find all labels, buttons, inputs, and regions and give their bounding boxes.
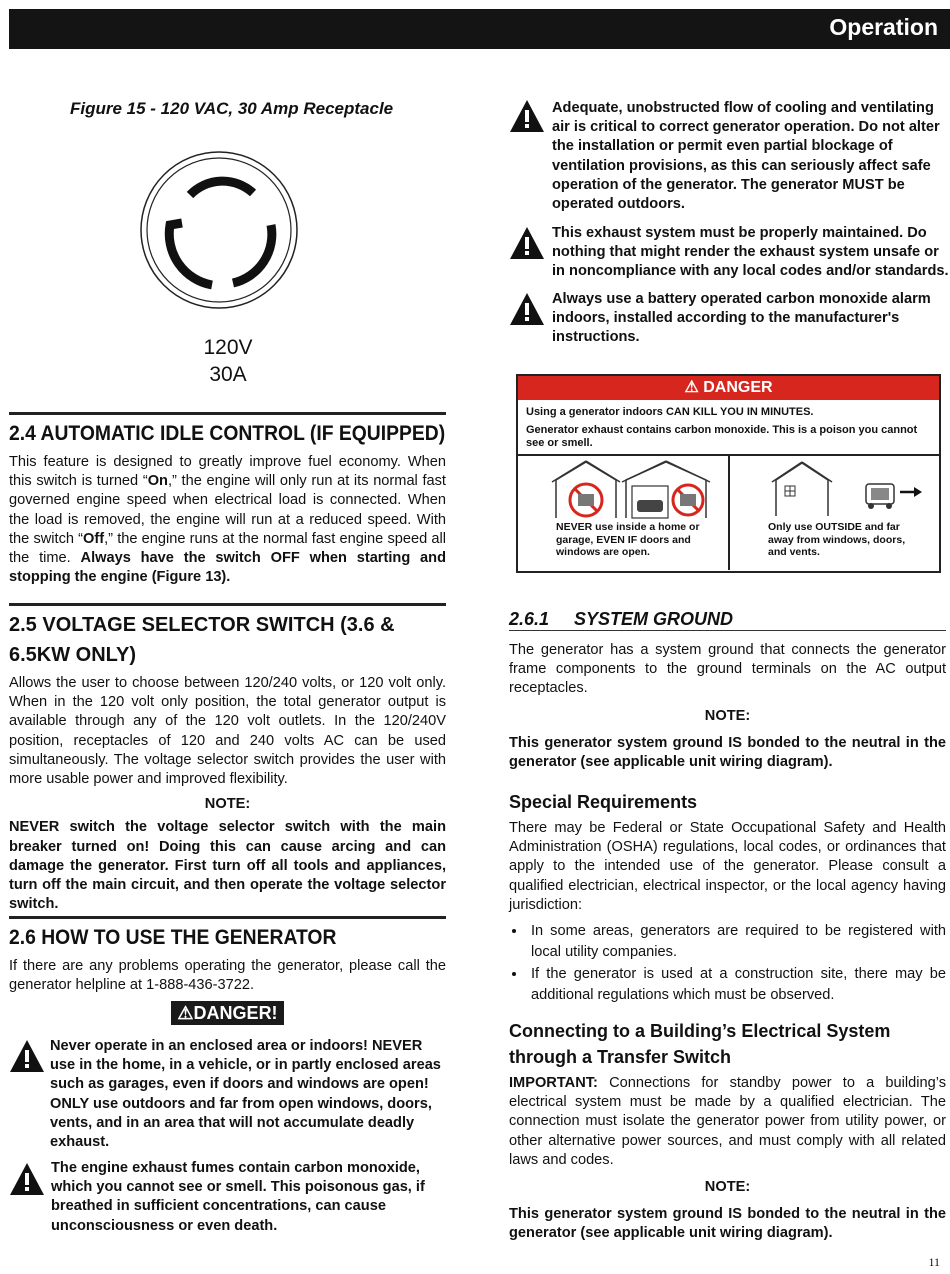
warning-text: Never operate in an enclosed area or indoors! NEVER use in the home, in a vehicle, or in partly enclosed areas such as garages, even if doors and windows are open! ONLY use outdoors and far from open windows, doors, vents, and in an area that will not accumulate deadly exhaust. bbox=[50, 1038, 441, 1151]
list-item: • In some areas, generators are required to be registered with local utility companies. bbox=[527, 921, 946, 962]
danger-label-text bbox=[518, 400, 939, 456]
section-body bbox=[9, 453, 446, 587]
body-text: ,” the engine will only run at its normal fast governed engine speed when electrical load is connected. When the load is removed, the engine will run at a reduced speed. With the switch “ bbox=[9, 473, 446, 547]
emphasis-on: On bbox=[147, 473, 168, 490]
body-text: Connections for standby power to a building’s electrical system must be made by a qualified electrician. The connection must isolate the generator power from utility power, or other alternative power sources, and must comply with all related laws and codes. bbox=[509, 1075, 946, 1168]
section-heading: 2.4 AUTOMATIC IDLE CONTROL (IF EQUIPPED) bbox=[9, 422, 446, 445]
house-garage-prohibited-icon bbox=[518, 458, 723, 520]
warning-exhaust-system bbox=[509, 224, 950, 282]
note-label: NOTE: bbox=[704, 707, 751, 724]
subsection-rule bbox=[509, 630, 946, 631]
warning-ventilation bbox=[509, 99, 946, 214]
receptacle-diagram bbox=[140, 145, 300, 335]
section-rule bbox=[9, 412, 446, 415]
warning-text: Adequate, unobstructed flow of cooling and ventilating air is critical to correct generator operation. Do not alter the installation or permit even partial blockage of ventilation provisions, as this can seriously affect safe operation of the generator. The generator MUST be operated outdoors. bbox=[552, 100, 940, 213]
emphasis-off: Off bbox=[83, 530, 105, 547]
figure-caption: Figure 15 - 120 VAC, 30 Amp Receptacle bbox=[70, 99, 394, 118]
receptacle-amperage: 30A bbox=[209, 363, 247, 386]
subsection-heading: 2.6.1 SYSTEM GROUND bbox=[509, 609, 734, 629]
section-rule bbox=[9, 603, 446, 606]
warning-carbon-monoxide bbox=[9, 1159, 429, 1236]
body-emphasis: Always have the switch OFF when starting and stopping the engine (Figure 13). bbox=[9, 550, 446, 586]
warning-co-alarm bbox=[509, 290, 939, 348]
section-2-5 bbox=[9, 603, 446, 914]
section-title: Operation bbox=[829, 14, 938, 40]
danger-label-header: ⚠ DANGER bbox=[518, 376, 939, 400]
section-body: If there are any problems operating the generator, please call the generator helpline at 1-888-436-3722. bbox=[9, 958, 446, 994]
subsection-heading: Special Requirements bbox=[509, 792, 698, 812]
warning-triangle-icon bbox=[509, 292, 545, 326]
section-2-6 bbox=[9, 916, 446, 1025]
section-body: There may be Federal or State Occupational Safety and Health Administration (OSHA) regulations, local codes, or ordinances that apply to the intended use of the generator. Please consult a qualified electrician, electrical inspector, or the local agency having jurisdiction: bbox=[509, 820, 946, 913]
section-2-6-1 bbox=[509, 609, 946, 772]
note-label: NOTE: bbox=[704, 1179, 751, 1196]
requirements-list bbox=[509, 921, 946, 1005]
section-body bbox=[509, 1074, 946, 1170]
house-generator-outside-icon bbox=[730, 458, 935, 520]
receptacle-voltage: 120V bbox=[203, 336, 253, 359]
body-text: ,” the engine runs at the normal fast engine speed all the time. bbox=[9, 530, 446, 567]
danger-panel-outside bbox=[730, 456, 939, 570]
section-transfer-switch bbox=[509, 1018, 946, 1244]
note-text: NEVER switch the voltage selector switch with the main breaker turned on! Doing this can cause arcing and can damage the generator. First turn off all tools and appliances, turn off the main circuit, and then operate the voltage selector switch. bbox=[9, 819, 446, 913]
page-number: 11 bbox=[928, 1255, 940, 1269]
list-item: • If the generator is used at a construction site, there may be additional regulations which must be observed. bbox=[527, 964, 946, 1005]
danger-badge-wrap bbox=[9, 1001, 446, 1025]
section-heading: 2.5 VOLTAGE SELECTOR SWITCH (3.6 & 6.5KW ONLY) bbox=[9, 614, 395, 666]
section-body: Allows the user to choose between 120/240 volts, or 120 volt only. When in the 120 volt only position, the total generator output is available through any of the 120 volt outlets. In the 120/240V position, receptacles of 120 and 240 volts AC can be used simultaneously. The voltage selector switch provides the user with more usable power and improved flexibility. bbox=[9, 675, 446, 788]
danger-badge: ⚠DANGER! bbox=[171, 1001, 283, 1025]
warning-text: The engine exhaust fumes contain carbon monoxide, which you cannot see or smell. This poisonous gas, if breathed in sufficient concentrations, can cause unconsciousness or even death. bbox=[51, 1160, 425, 1234]
danger-caption-outside: Only use OUTSIDE and far away from windows, doors, and vents. bbox=[768, 521, 906, 558]
danger-line: Generator exhaust contains carbon monoxide. This is a poison you cannot see or smell. bbox=[526, 424, 918, 449]
section-2-4 bbox=[9, 412, 446, 587]
warning-triangle-icon bbox=[509, 99, 545, 133]
danger-label bbox=[516, 374, 941, 573]
section-special-requirements bbox=[509, 789, 946, 1007]
danger-panel-never bbox=[518, 456, 730, 570]
header-bar bbox=[9, 9, 950, 49]
warning-triangle-icon bbox=[9, 1162, 45, 1196]
danger-line: Using a generator indoors CAN KILL YOU IN MINUTES. bbox=[526, 406, 814, 418]
section-heading: 2.6 HOW TO USE THE GENERATOR bbox=[9, 926, 337, 949]
section-rule bbox=[9, 916, 446, 919]
note-text: This generator system ground IS bonded to the neutral in the generator (see applicable unit wiring diagram). bbox=[509, 1206, 946, 1242]
note-label: NOTE: bbox=[204, 796, 251, 813]
section-body: The generator has a system ground that connects the generator frame components to the ground terminals on the AC output receptacles. bbox=[509, 642, 946, 697]
warning-triangle-icon bbox=[9, 1039, 45, 1073]
danger-label-panels bbox=[518, 456, 939, 570]
warning-text: This exhaust system must be properly maintained. Do nothing that might render the exhaust system unsafe or in noncompliance with any local codes and/or standards. bbox=[552, 225, 949, 280]
danger-caption-never: NEVER use inside a home or garage, EVEN IF doors and windows are open. bbox=[556, 521, 700, 558]
warning-text: Always use a battery operated carbon monoxide alarm indoors, installed according to the manufacturer's instructions. bbox=[552, 291, 931, 346]
warning-enclosed-area bbox=[9, 1037, 446, 1152]
warning-triangle-icon bbox=[509, 226, 545, 260]
body-text: This feature is designed to greatly improve fuel economy. When this switch is turned “ bbox=[9, 454, 446, 490]
note-text: This generator system ground IS bonded to the neutral in the generator (see applicable unit wiring diagram). bbox=[509, 734, 946, 771]
important-label: IMPORTANT: bbox=[509, 1075, 598, 1091]
subsection-heading: Connecting to a Building’s Electrical System through a Transfer Switch bbox=[509, 1021, 891, 1067]
